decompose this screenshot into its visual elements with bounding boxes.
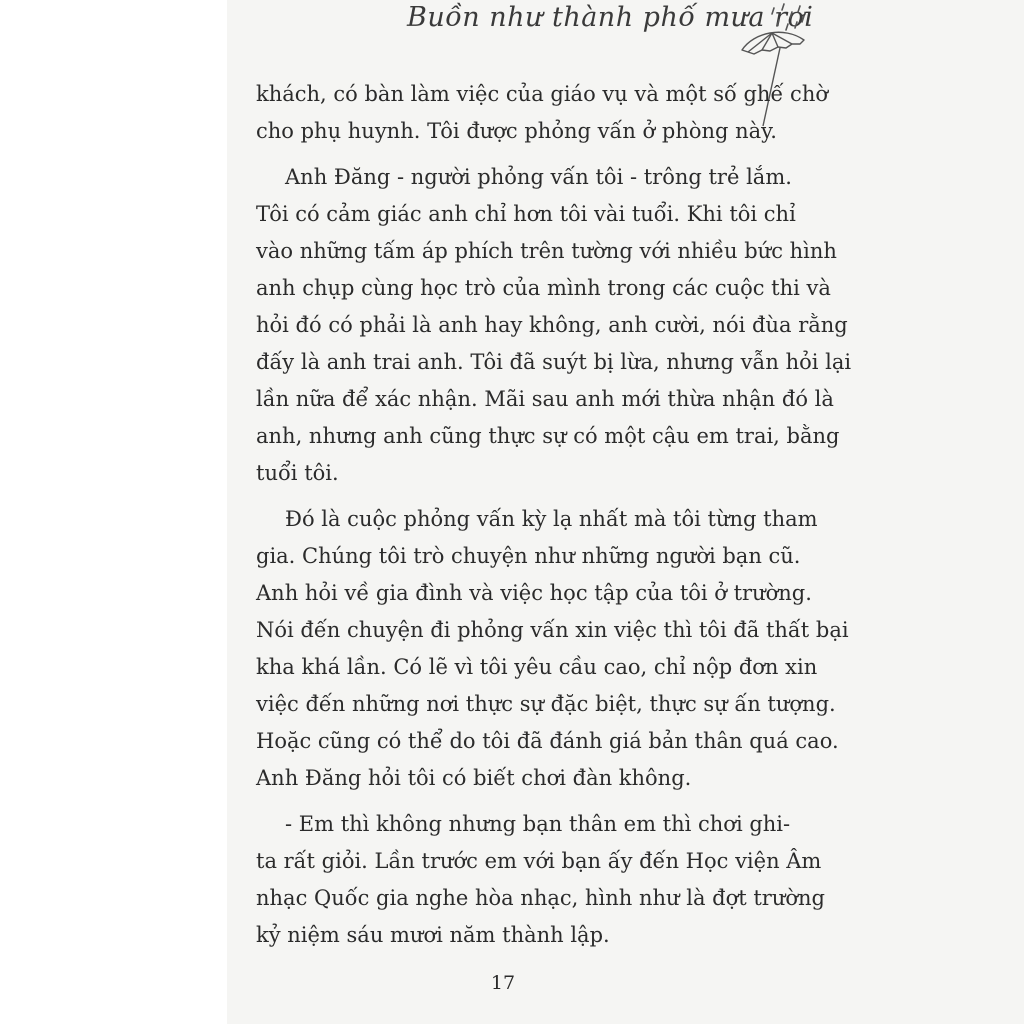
text-line: nhạc Quốc gia nghe hòa nhạc, hình như là đợt trường <box>256 886 825 910</box>
text-line: kỷ niệm sáu mươi năm thành lập. <box>256 923 610 947</box>
text-line: Anh hỏi về gia đình và việc học tập của tôi ở trường. <box>256 581 812 605</box>
text-line: Đó là cuộc phỏng vấn kỳ lạ nhất mà tôi từng tham <box>285 507 818 531</box>
running-header: Buồn như thành phố mưa rơi <box>407 2 814 33</box>
book-page <box>227 0 1024 1024</box>
text-line: kha khá lần. Có lẽ vì tôi yêu cầu cao, chỉ nộp đơn xin <box>256 655 818 679</box>
text-line: đấy là anh trai anh. Tôi đã suýt bị lừa, nhưng vẫn hỏi lại <box>256 350 852 374</box>
paragraph <box>256 159 852 492</box>
text-line: ta rất giỏi. Lần trước em với bạn ấy đến Học viện Âm <box>256 849 822 873</box>
paragraph <box>256 806 825 954</box>
paragraph <box>256 76 828 150</box>
text-line: tuổi tôi. <box>256 461 339 485</box>
text-line: anh, nhưng anh cũng thực sự có một cậu em trai, bằng <box>256 424 840 448</box>
text-line: vào những tấm áp phích trên tường với nhiều bức hình <box>256 239 837 263</box>
paragraph <box>256 501 849 797</box>
text-line: gia. Chúng tôi trò chuyện như những người bạn cũ. <box>256 544 801 568</box>
text-line: Hoặc cũng có thể do tôi đã đánh giá bản thân quá cao. <box>256 729 839 753</box>
text-line: anh chụp cùng học trò của mình trong các cuộc thi và <box>256 276 831 300</box>
text-line: cho phụ huynh. Tôi được phỏng vấn ở phòng này. <box>256 119 777 143</box>
text-line: việc đến những nơi thực sự đặc biệt, thực sự ấn tượng. <box>256 692 836 716</box>
body-text <box>256 76 852 954</box>
page-number: 17 <box>490 972 516 994</box>
text-line: Nói đến chuyện đi phỏng vấn xin việc thì tôi đã thất bại <box>256 618 849 642</box>
text-line: lần nữa để xác nhận. Mãi sau anh mới thừa nhận đó là <box>256 387 834 411</box>
text-line: - Em thì không nhưng bạn thân em thì chơi ghi- <box>285 812 791 836</box>
text-line: Anh Đăng - người phỏng vấn tôi - trông trẻ lắm. <box>285 165 792 189</box>
text-line: Tôi có cảm giác anh chỉ hơn tôi vài tuổi. Khi tôi chỉ <box>256 202 796 226</box>
text-line: Anh Đăng hỏi tôi có biết chơi đàn không. <box>256 766 692 790</box>
text-line: hỏi đó có phải là anh hay không, anh cười, nói đùa rằng <box>256 313 848 337</box>
text-line: khách, có bàn làm việc của giáo vụ và một số ghế chờ <box>256 82 828 106</box>
